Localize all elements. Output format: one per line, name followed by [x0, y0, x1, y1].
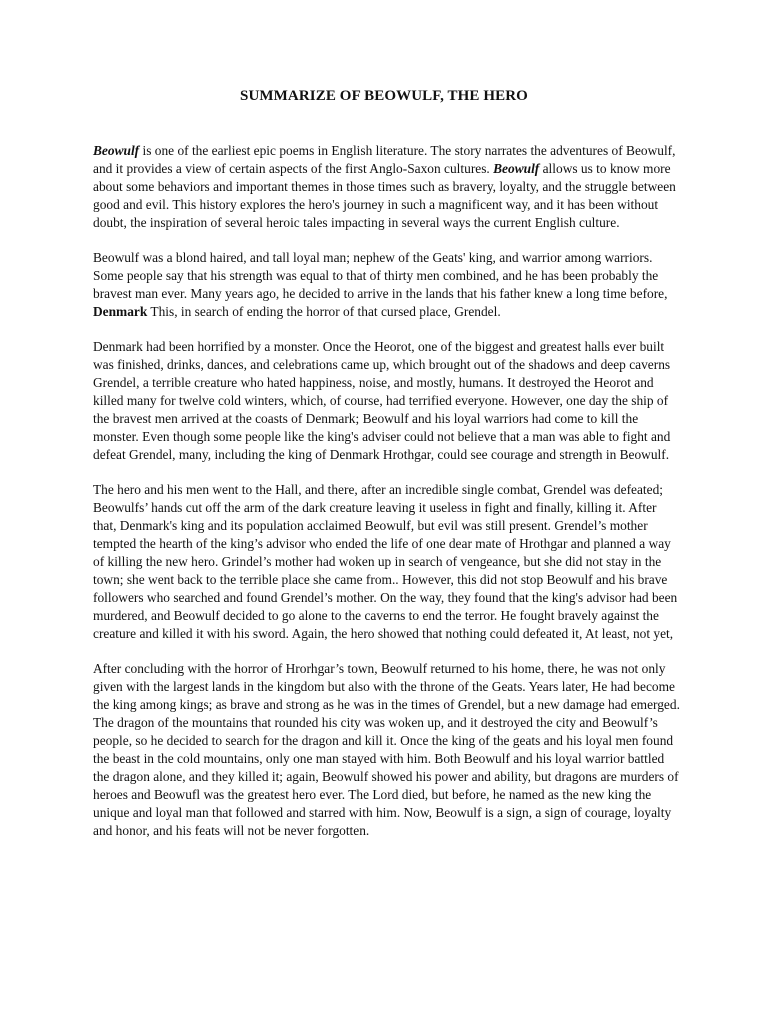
paragraph-text: Beowulf was a blond haired, and tall loyal man; nephew of the Geats' king, and warrior among warriors. Some people say that his strength was equal to that of thirty men combined, and he has been probably the bravest man ever. Many years ago, he decided to arrive in the lands that his father knew a long time before, [93, 250, 668, 301]
paragraph-grendel: Denmark had been horrified by a monster. Once the Heorot, one of the biggest and greatest halls ever built was finished, drinks, dances, and celebrations came up, which brought out of the shadows and deep caverns Grendel, a terrible creature who hated happiness, noise, and mostly, humans. It destroyed the Heorot and killed many for twelve cold winters, which, of course, had terrified everyone. However, one day the ship of the bravest men arrived at the coasts of Denmark; Beowulf and his loyal warriors had come to kill the monster. Even though some people like the king's adviser could not believe that a man was able to fight and defeat Grendel, many, including the king of Denmark Hrothgar, could see courage and strength in Beowulf. [93, 339, 671, 462]
paragraph-combat: The hero and his men went to the Hall, and there, after an incredible single combat, Grendel was defeated; Beowulfs’ hands cut off the arm of the dark creature leaving it useless in fight and finally, killing it. After that, Denmark's king and its population acclaimed Beowulf, but evil was still present. Grendel’s mother tempted the hearth of the king’s advisor who ended the life of one dear mate of Hrothgar and planned a way of killing the new hero. Grindel’s mother had woken up in search of vengeance, but she did not stay in the town; she went back to the terrible place she came from.. However, this did not stop Beowulf and his brave followers who searched and found Grendel’s mother. On the way, they found that the king's advisor had been murdered, and Beowulf decided to go alone to the caverns to end the terror. He fought bravely against the creature and killed it with his sword. Again, the hero showed that nothing could defeated it, At least, not yet, [93, 482, 678, 641]
paragraph-text: is one of the earliest epic poems in English literature. The story narrates the adventures of Beowulf, and it provides a view of certain aspects of the first Anglo-Saxon cultures. [93, 143, 676, 176]
paragraph-hero [93, 249, 681, 321]
title-emphasis: Beowulf [493, 161, 540, 176]
document-title: SUMMARIZE OF BEOWULF, THE HERO [240, 88, 528, 104]
document-body [93, 142, 681, 840]
place-emphasis: Denmark [93, 304, 148, 319]
paragraph-dragon: After concluding with the horror of Hrorhgar’s town, Beowulf returned to his home, there, he was not only given with the largest lands in the kingdom but also with the throne of the Geats. Years later, He had become the king among kings; as brave and strong as he was in the times of Grendel, but a new damage had emerged. The dragon of the mountains that rounded his city was woken up, and it destroyed the city and Beowulf’s people, so he decided to search for the dragon and kill it. Once the king of the geats and his loyal men found the beast in the cold mountains, only one man stayed with him. Both Beowulf and his loyal warrior battled the dragon alone, and they killed it; again, Beowulf showed his power and ability, but dragons are murders of heroes and Beowufl was the greatest hero ever. The Lord died, but before, he named as the new king the unique and loyal man that followed and starred with him. Now, Beowulf is a sign, a sign of courage, loyalty and honor, and his feats will not be never forgotten. [93, 661, 680, 838]
title-emphasis: Beowulf [93, 143, 140, 158]
paragraph-text: allows us to know more about some behaviors and important themes in those times such as bravery, loyalty, and the struggle between good and evil. This history explores the hero's journey in such a magnificent way, and it has been without doubt, the inspiration of several heroic tales impacting in several ways the current English culture. [93, 161, 676, 230]
paragraph-text: This, in search of ending the horror of that cursed place, Grendel. [147, 304, 501, 319]
paragraph-intro [93, 142, 681, 232]
